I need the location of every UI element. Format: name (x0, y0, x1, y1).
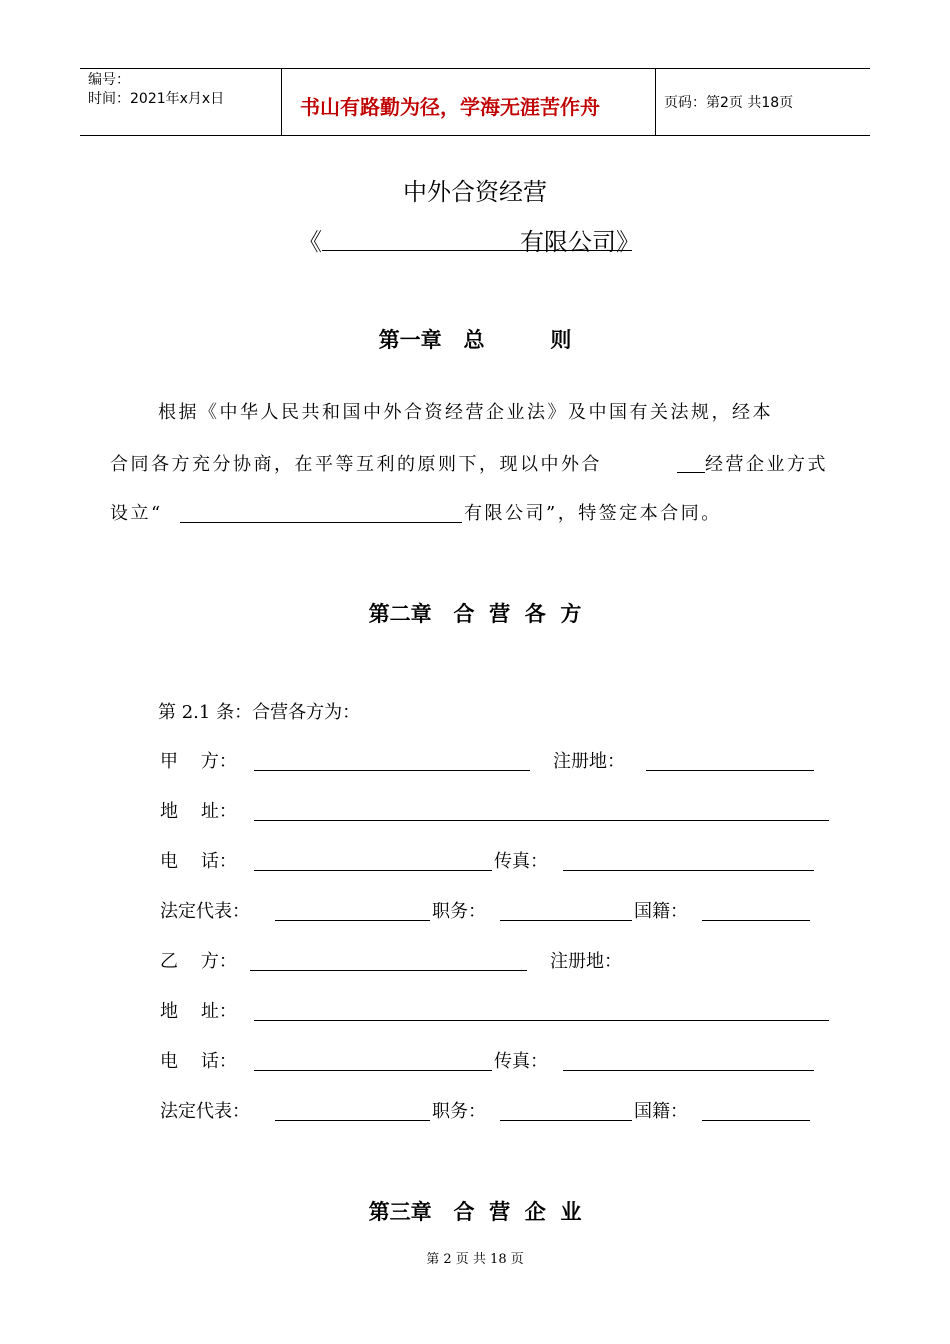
party-a-legal-rep-blank (275, 920, 430, 921)
company-full-name-blank (180, 522, 462, 523)
header-bottom-border (80, 135, 870, 136)
chapter1-paragraph-line2: 合同各方充分协商，在平等互利的原则下，现以中外合 (110, 454, 602, 475)
party-b-address-label: 地 址： (160, 1001, 237, 1022)
party-a-reg-place-blank (646, 770, 814, 771)
party-b-address-blank (254, 1020, 829, 1021)
party-b-reg-place-label: 注册地： (550, 951, 622, 972)
party-b-position-blank (500, 1120, 632, 1121)
party-b-position-label: 职务： (432, 1101, 486, 1122)
header-number-label: 编号： (88, 72, 130, 88)
party-b-name-blank (250, 970, 527, 971)
header-time-label: 时间：2021年x月x日 (88, 91, 225, 107)
party-a-address-label: 地 址： (160, 801, 237, 822)
party-b-legal-rep-blank (275, 1120, 430, 1121)
party-a-label: 甲 方： (160, 751, 237, 772)
party-a-fax-blank (563, 870, 814, 871)
chapter1-paragraph-line1: 根据《中华人民共和国中外合资经营企业法》及中国有关法规，经本 (158, 402, 773, 423)
party-b-phone-label: 电 话： (160, 1051, 237, 1072)
party-a-reg-place-label: 注册地： (553, 751, 625, 772)
party-a-legal-rep-label: 法定代表： (160, 901, 250, 922)
chapter3-heading: 第三章 合 营 企 业 (368, 1200, 582, 1224)
party-a-address-blank (254, 820, 829, 821)
chapter1-heading: 第一章 总 则 (378, 328, 572, 352)
party-a-position-blank (500, 920, 632, 921)
party-b-fax-label: 传真： (494, 1051, 548, 1072)
footer-page-label: 第 2 页 共 18 页 (426, 1252, 524, 1267)
document-title-line1: 中外合资经营 (403, 178, 547, 206)
party-b-phone-blank (254, 1070, 492, 1071)
joint-type-blank (677, 472, 705, 473)
header-motto: 书山有路勤为径，学海无涯苦作舟 (300, 95, 600, 119)
chapter2-heading: 第二章 合 营 各 方 (368, 602, 582, 626)
party-b-fax-blank (563, 1070, 814, 1071)
party-b-nationality-label: 国籍： (634, 1101, 688, 1122)
party-a-phone-label: 电 话： (160, 851, 237, 872)
party-a-name-blank (254, 770, 530, 771)
party-b-label: 乙 方： (160, 951, 237, 972)
header-divider-right (655, 68, 656, 136)
document-title-open-bracket: 《 (298, 228, 322, 256)
header-top-border (80, 68, 870, 69)
header-page-info: 页码：第2页 共18页 (664, 95, 794, 111)
party-a-nationality-blank (702, 920, 810, 921)
chapter1-paragraph-line2-tail: 经营企业方式 (705, 454, 828, 475)
party-b-nationality-blank (702, 1120, 810, 1121)
party-b-legal-rep-label: 法定代表： (160, 1101, 250, 1122)
party-a-position-label: 职务： (432, 901, 486, 922)
chapter1-paragraph-line3-head: 设立“ (110, 503, 163, 524)
chapter1-paragraph-line3-tail: 有限公司”，特签定本合同。 (464, 503, 722, 524)
party-a-nationality-label: 国籍： (634, 901, 688, 922)
header-divider-left (281, 68, 282, 136)
document-title-suffix: 有限公司》 (520, 228, 640, 256)
party-a-phone-blank (254, 870, 492, 871)
clause-2-1: 第 2.1 条：合营各方为： (158, 702, 361, 723)
party-a-fax-label: 传真： (494, 851, 548, 872)
